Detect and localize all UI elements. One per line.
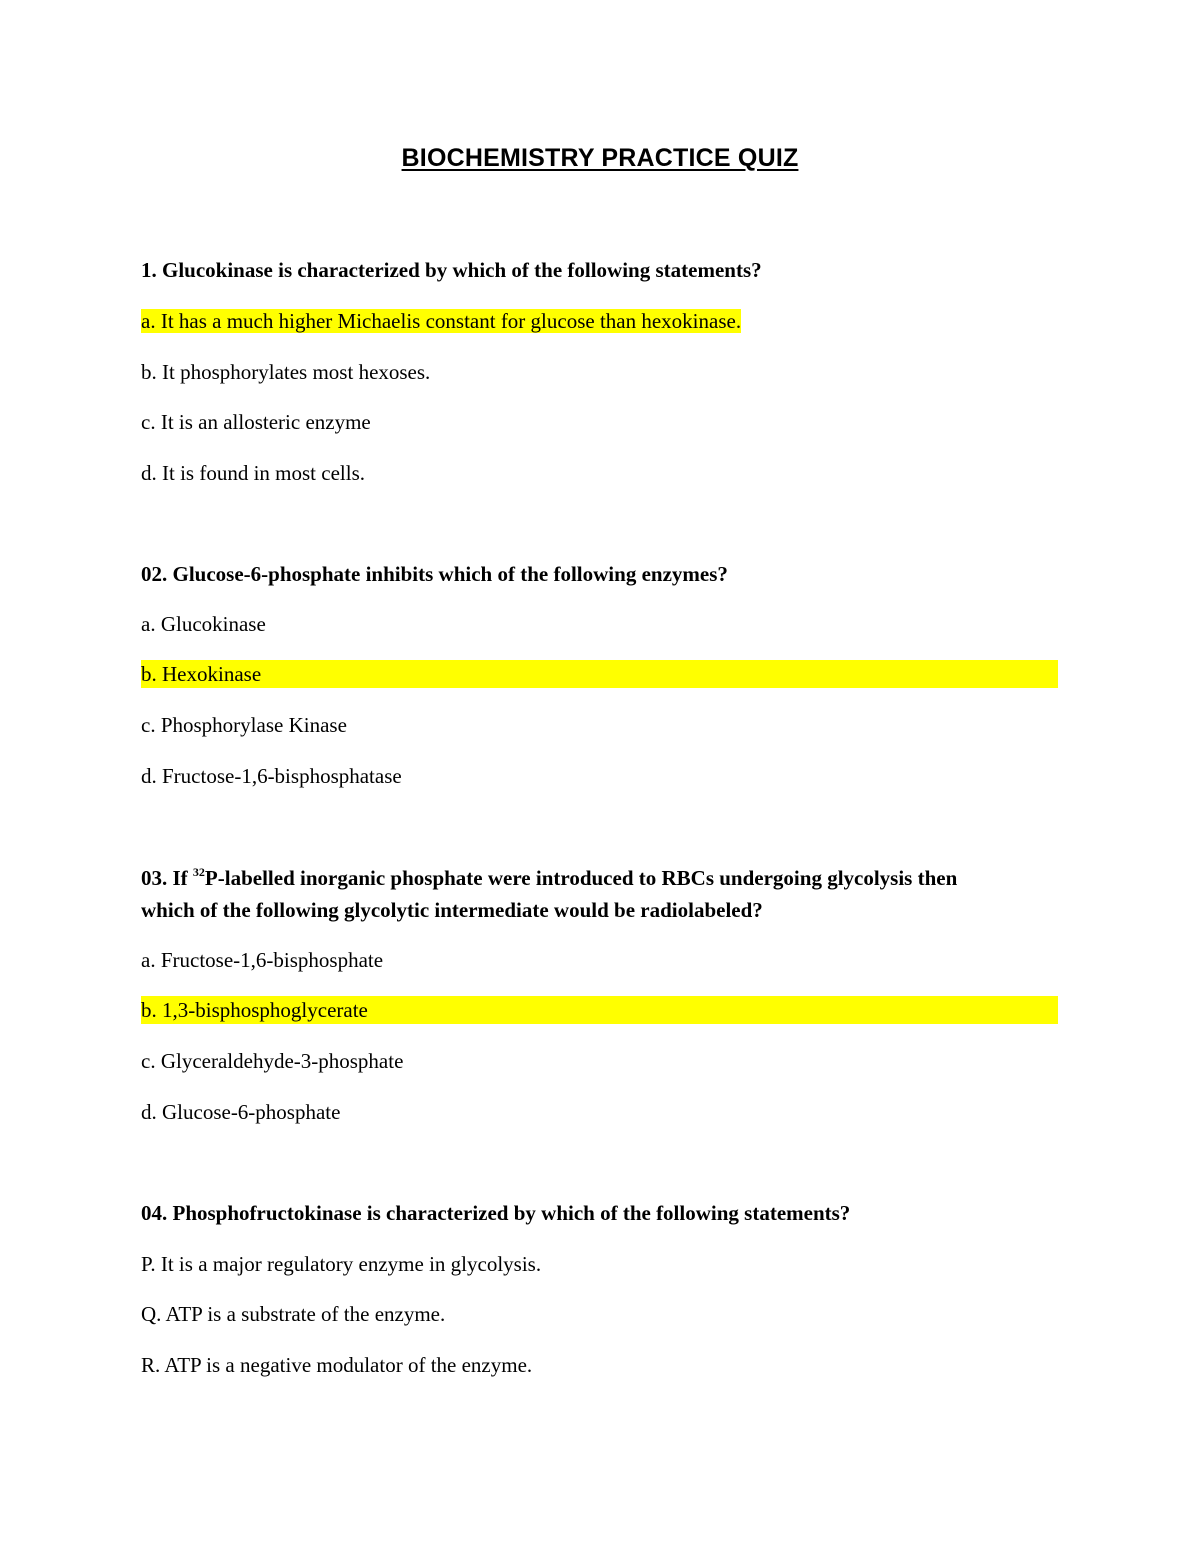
- option-text: Fructose-1,6-bisphosphate: [160, 948, 384, 972]
- option-label: b.: [141, 662, 157, 686]
- option-text: Glyceraldehyde-3-phosphate: [160, 1049, 404, 1073]
- option-text: 1,3-bisphosphoglycerate: [162, 998, 368, 1022]
- option-text: It is found in most cells.: [162, 461, 365, 485]
- option-text: It is an allosteric enzyme: [160, 410, 371, 434]
- option-label: d.: [141, 764, 157, 788]
- question-4-statement-q: [141, 1300, 445, 1328]
- question-1-option-a: [141, 307, 741, 335]
- question-3-stem-line-2: which of the following glycolytic intermediate would be radiolabeled?: [141, 898, 763, 922]
- option-label: a.: [141, 612, 156, 636]
- question-4-text: Phosphofructokinase is characterized by which of the following statements?: [172, 1201, 851, 1225]
- option-text: ATP is a substrate of the enzyme.: [165, 1302, 446, 1326]
- question-3-text-line-1: P-labelled inorganic phosphate were introduced to RBCs undergoing glycolysis then: [204, 866, 958, 890]
- question-4-statement-r: [141, 1351, 532, 1379]
- question-4-number: 04.: [141, 1201, 168, 1225]
- question-2-number: 02.: [141, 562, 168, 586]
- option-text: It has a much higher Michaelis constant for glucose than hexokinase.: [160, 309, 742, 333]
- question-4-statement-p: [141, 1250, 541, 1278]
- question-2-option-d: [141, 762, 402, 790]
- question-3-number: 03.: [141, 866, 168, 890]
- option-text: It phosphorylates most hexoses.: [162, 360, 431, 384]
- question-2-option-c: [141, 711, 347, 739]
- option-text: ATP is a negative modulator of the enzyme.: [164, 1353, 533, 1377]
- option-text: Fructose-1,6-bisphosphatase: [162, 764, 402, 788]
- option-label: c.: [141, 713, 156, 737]
- option-label: Q.: [141, 1302, 162, 1326]
- option-label: b.: [141, 360, 157, 384]
- option-label: d.: [141, 1100, 157, 1124]
- option-label: b.: [141, 998, 157, 1022]
- question-3-stem-line-1: [141, 864, 957, 892]
- question-2-stem: [141, 560, 728, 588]
- question-2-option-a: [141, 610, 266, 638]
- option-label: R.: [141, 1353, 161, 1377]
- question-3-text-prefix: If: [172, 866, 188, 890]
- option-label: c.: [141, 410, 156, 434]
- option-text: Phosphorylase Kinase: [160, 713, 347, 737]
- question-4-stem: [141, 1199, 850, 1227]
- option-text: Glucose-6-phosphate: [162, 1100, 341, 1124]
- question-3-option-b: [141, 996, 1058, 1024]
- option-text: Hexokinase: [162, 662, 262, 686]
- question-3-option-c: [141, 1047, 403, 1075]
- question-1-option-c: [141, 408, 371, 436]
- option-label: c.: [141, 1049, 156, 1073]
- question-2-option-b: [141, 660, 1058, 688]
- option-label: P.: [141, 1252, 156, 1276]
- isotope-superscript: 32: [192, 865, 205, 879]
- option-label: d.: [141, 461, 157, 485]
- highlighted-answer: [141, 309, 741, 333]
- page-title: BIOCHEMISTRY PRACTICE QUIZ: [401, 144, 799, 172]
- question-3-option-a: [141, 946, 383, 974]
- option-text: Glucokinase: [160, 612, 266, 636]
- question-1-stem: [141, 256, 762, 284]
- question-1-text: Glucokinase is characterized by which of the following statements?: [162, 258, 762, 282]
- question-2-text: Glucose-6-phosphate inhibits which of the following enzymes?: [172, 562, 728, 586]
- question-1-option-b: [141, 358, 430, 386]
- option-label: a.: [141, 309, 156, 333]
- question-1-number: 1.: [141, 258, 157, 282]
- option-label: a.: [141, 948, 156, 972]
- question-1-option-d: [141, 459, 365, 487]
- question-3-option-d: [141, 1098, 340, 1126]
- option-text: It is a major regulatory enzyme in glycolysis.: [160, 1252, 542, 1276]
